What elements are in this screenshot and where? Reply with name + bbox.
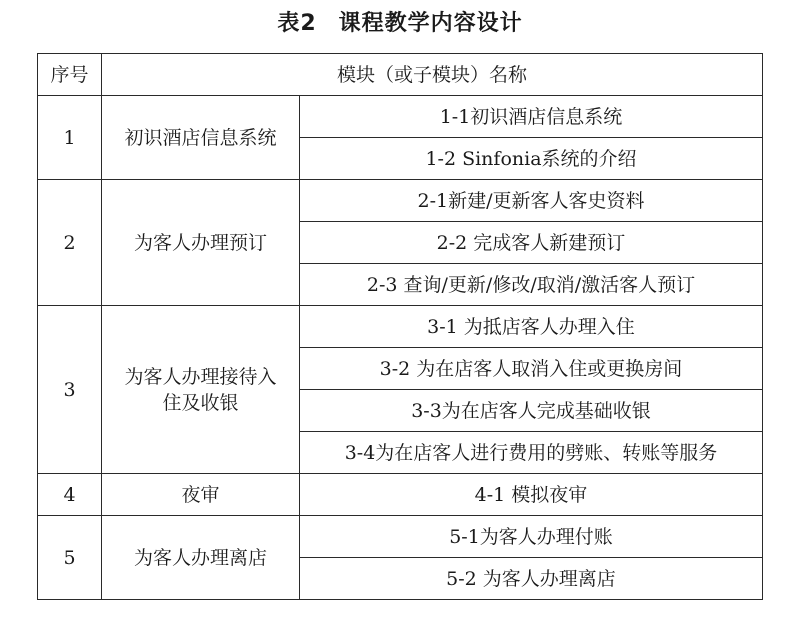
module-name: 为客人办理预订 — [102, 180, 300, 306]
table-caption: 课程教学内容设计 — [338, 11, 523, 36]
module-number: 2 — [38, 180, 102, 306]
module-name: 为客人办理离店 — [102, 516, 300, 600]
table-row — [38, 306, 763, 348]
submodule-name: 2-2 完成客人新建预订 — [300, 222, 763, 264]
module-name: 初识酒店信息系统 — [102, 96, 300, 180]
submodule-name: 2-1新建/更新客人客史资料 — [300, 180, 763, 222]
course-content-table — [37, 53, 763, 600]
module-number: 4 — [38, 474, 102, 516]
module-number: 1 — [38, 96, 102, 180]
module-number: 3 — [38, 306, 102, 474]
submodule-name: 1-1初识酒店信息系统 — [300, 96, 763, 138]
header-module-name: 模块（或子模块）名称 — [102, 54, 763, 96]
header-number: 序号 — [38, 54, 102, 96]
submodule-name: 4-1 模拟夜审 — [300, 474, 763, 516]
table-number: 表2 — [277, 11, 317, 36]
table-row — [38, 474, 763, 516]
submodule-name: 3-3为在店客人完成基础收银 — [300, 390, 763, 432]
table-row — [38, 516, 763, 558]
submodule-name: 3-1 为抵店客人办理入住 — [300, 306, 763, 348]
submodule-name: 3-2 为在店客人取消入住或更换房间 — [300, 348, 763, 390]
header-row — [38, 54, 763, 96]
submodule-name: 5-2 为客人办理离店 — [300, 558, 763, 600]
module-name-line: 住及收银 — [162, 391, 239, 414]
module-name-line: 为客人办理接待入 — [124, 365, 277, 388]
submodule-name: 2-3 查询/更新/修改/取消/激活客人预订 — [300, 264, 763, 306]
submodule-name: 1-2 Sinfonia系统的介绍 — [300, 138, 763, 180]
table-title — [0, 6, 800, 42]
module-name: 夜审 — [102, 474, 300, 516]
module-name — [102, 306, 300, 474]
table-row — [38, 180, 763, 222]
submodule-name: 5-1为客人办理付账 — [300, 516, 763, 558]
table-row — [38, 96, 763, 138]
module-number: 5 — [38, 516, 102, 600]
submodule-name: 3-4为在店客人进行费用的劈账、转账等服务 — [300, 432, 763, 474]
